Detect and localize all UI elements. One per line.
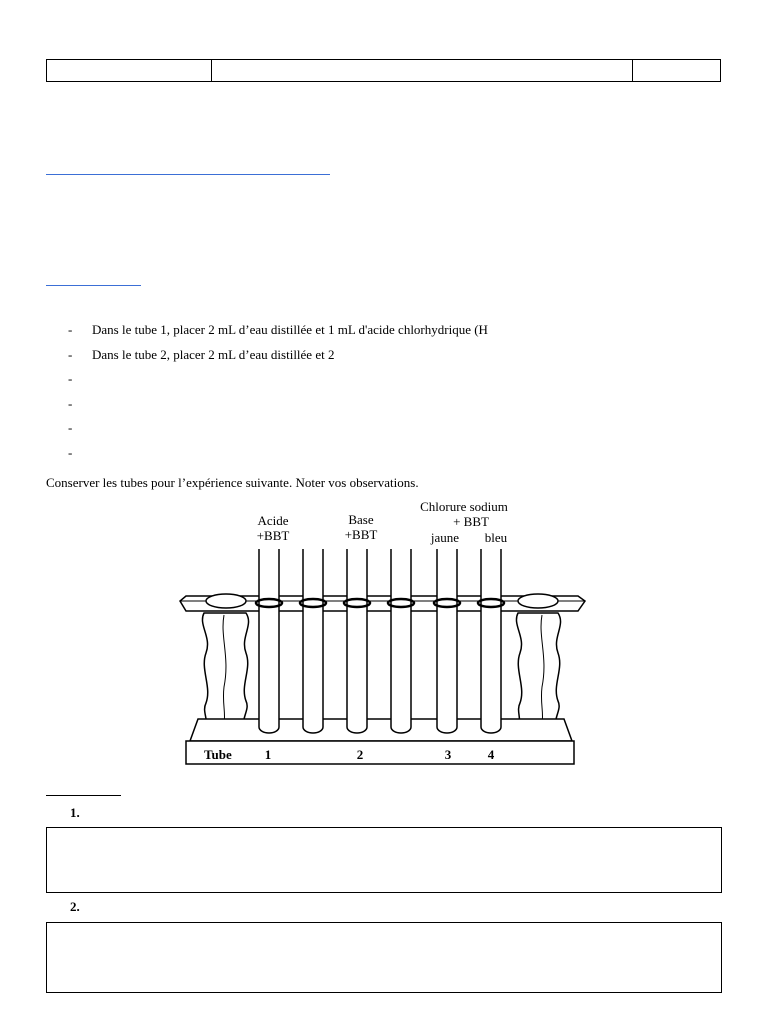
test-tubes: [256, 549, 504, 733]
rack-left-post: [202, 594, 248, 725]
base-label-1: Base: [348, 512, 374, 527]
list-item: [68, 416, 488, 441]
question-number-1: 1.: [70, 805, 80, 820]
acid-label-2: +BBT: [256, 528, 290, 543]
test-tube: [388, 549, 414, 733]
tube-number-2: 2: [356, 747, 364, 762]
list-dash: -: [68, 420, 73, 435]
header-cell-2: [212, 60, 633, 81]
header-table: [46, 59, 721, 82]
test-tube: [256, 549, 282, 733]
test-tube-rack-figure: [160, 497, 600, 769]
list-item: [68, 318, 488, 343]
header-cell-1: [47, 60, 212, 81]
salt-label-1: Chlorure sodium: [420, 499, 508, 514]
list-item-text: Dans le tube 1, placer 2 mL d’eau distillée et 1 mL d'acide chlorhydrique (H: [92, 322, 488, 337]
list-dash: -: [68, 322, 73, 337]
blue-label: bleu: [484, 530, 508, 545]
list-item-text: Dans le tube 2, placer 2 mL d’eau distillée et 2: [92, 346, 335, 362]
question-number-2: 2.: [70, 899, 80, 914]
section-underline: [46, 285, 141, 286]
tube-number-3: 3: [444, 747, 452, 762]
yellow-label: jaune: [430, 530, 460, 545]
rack-right-post: [516, 594, 560, 725]
list-item: [68, 367, 488, 392]
tube-number-4: 4: [487, 747, 495, 762]
answer-box-1[interactable]: [46, 827, 722, 893]
list-item: [68, 392, 488, 417]
list-dash: -: [68, 371, 73, 386]
conclusion-text: Conserver les tubes pour l’expérience suivante. Noter vos observations.: [46, 475, 419, 490]
list-item: [68, 441, 488, 466]
test-tube: [300, 549, 326, 733]
list-dash: -: [68, 395, 73, 411]
acid-label-1: Acide: [257, 513, 289, 528]
list-dash: -: [68, 346, 73, 362]
answer-box-2[interactable]: [46, 922, 722, 993]
instruction-list: [68, 318, 488, 465]
tube-label: Tube: [204, 747, 232, 762]
salt-label-2: + BBT: [453, 514, 489, 529]
test-tube: [344, 549, 370, 733]
header-cell-3: [633, 60, 720, 81]
list-dash: -: [68, 444, 73, 460]
section-rule: [46, 795, 121, 796]
title-underline: [46, 174, 330, 175]
test-tube: [478, 549, 504, 733]
test-tube: [434, 549, 460, 733]
rack-base: [186, 719, 574, 764]
list-item: [68, 343, 488, 368]
base-label-2: +BBT: [344, 527, 378, 542]
tube-number-1: 1: [264, 747, 272, 762]
